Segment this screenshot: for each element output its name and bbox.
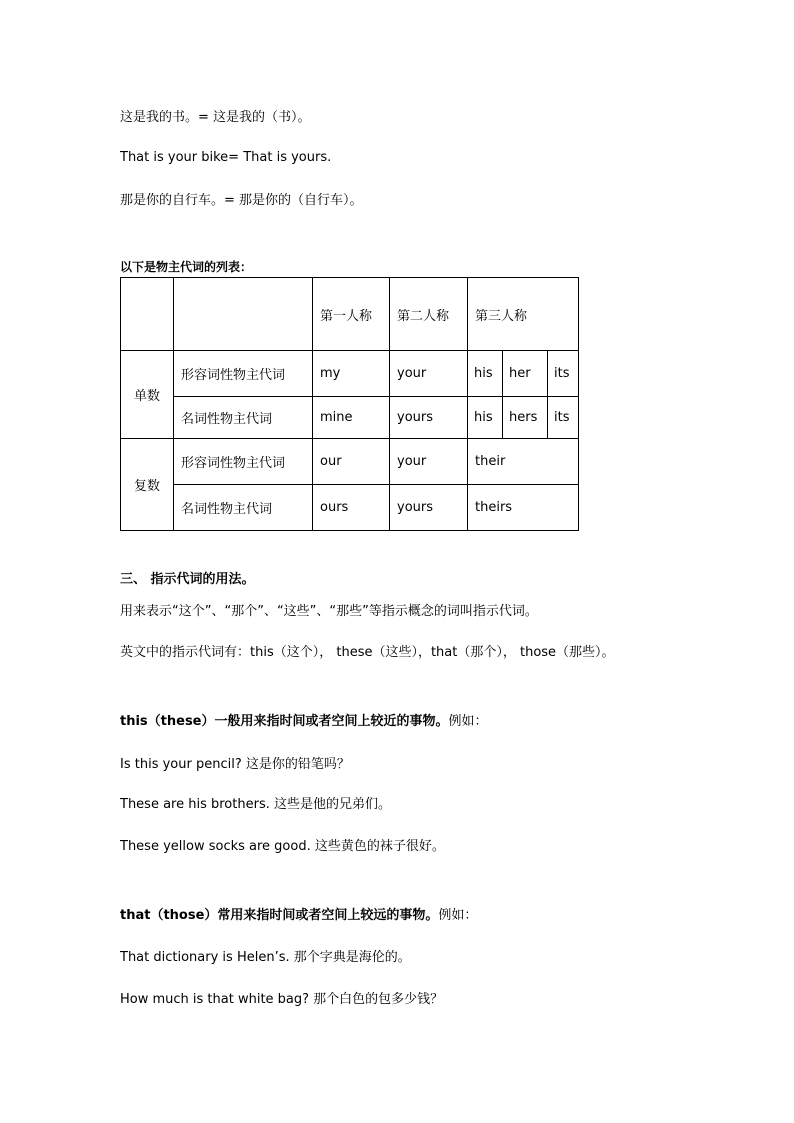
table-cell: his — [468, 397, 503, 439]
table-header-row — [121, 278, 579, 351]
table-cell: hers — [503, 397, 548, 439]
table-cell: theirs — [468, 485, 579, 531]
example-line: That dictionary is Helen’s. 那个字典是海伦的。 — [120, 950, 411, 965]
example-line: These are his brothers. 这些是他的兄弟们。 — [120, 797, 391, 812]
example-line: How much is that white bag? 那个白色的包多少钱？ — [120, 992, 444, 1007]
example-line: Is this your pencil? 这是你的铅笔吗？ — [120, 757, 350, 772]
table-cell: its — [548, 351, 579, 397]
possessive-pronoun-table — [120, 277, 579, 531]
intro-line-3: 那是你的自行车。= 那是你的（自行车）。 — [120, 193, 363, 208]
empty-header-cell — [174, 278, 313, 351]
table-cell: their — [468, 439, 579, 485]
table-cell: mine — [313, 397, 390, 439]
table-cell: her — [503, 351, 548, 397]
table-row — [121, 397, 579, 439]
that-heading — [120, 908, 477, 924]
table-row — [121, 439, 579, 485]
table-cell: our — [313, 439, 390, 485]
table-row — [121, 351, 579, 397]
header-first-person: 第一人称 — [313, 278, 390, 351]
empty-header-cell — [121, 278, 174, 351]
table-cell: its — [548, 397, 579, 439]
intro-line-2: That is your bike= That is yours. — [120, 150, 332, 165]
singular-label: 单数 — [121, 351, 174, 439]
table-row — [121, 485, 579, 531]
that-heading-rest: 例如： — [438, 908, 478, 923]
table-cell: his — [468, 351, 503, 397]
table-cell: ours — [313, 485, 390, 531]
table-cell: my — [313, 351, 390, 397]
plural-label: 复数 — [121, 439, 174, 531]
section-3-definition: 用来表示“这个”、“那个”、“这些”、“那些”等指示概念的词叫指示代词。 — [120, 604, 538, 619]
section-3-list: 英文中的指示代词有：this（这个）， these（这些），that（那个）， those（那些）。 — [120, 645, 615, 660]
this-heading-bold: this（these）一般用来指时间或者空间上较近的事物。 — [120, 714, 449, 729]
this-heading-rest: 例如： — [448, 714, 488, 729]
row-label: 形容词性物主代词 — [174, 439, 313, 485]
that-heading-bold: that（those）常用来指时间或者空间上较远的事物。 — [120, 908, 439, 923]
table-cell: your — [390, 439, 468, 485]
table-cell: your — [390, 351, 468, 397]
header-second-person: 第二人称 — [390, 278, 468, 351]
this-heading — [120, 714, 488, 730]
intro-line-1: 这是我的书。= 这是我的（书）。 — [120, 110, 311, 125]
row-label: 名词性物主代词 — [174, 397, 313, 439]
section-3-heading: 三、 指示代词的用法。 — [120, 572, 255, 587]
table-cell: yours — [390, 485, 468, 531]
header-third-person: 第三人称 — [468, 278, 579, 351]
row-label: 形容词性物主代词 — [174, 351, 313, 397]
table-caption: 以下是物主代词的列表： — [120, 260, 253, 274]
table-cell: yours — [390, 397, 468, 439]
row-label: 名词性物主代词 — [174, 485, 313, 531]
example-line: These yellow socks are good. 这些黄色的袜子很好。 — [120, 839, 445, 854]
